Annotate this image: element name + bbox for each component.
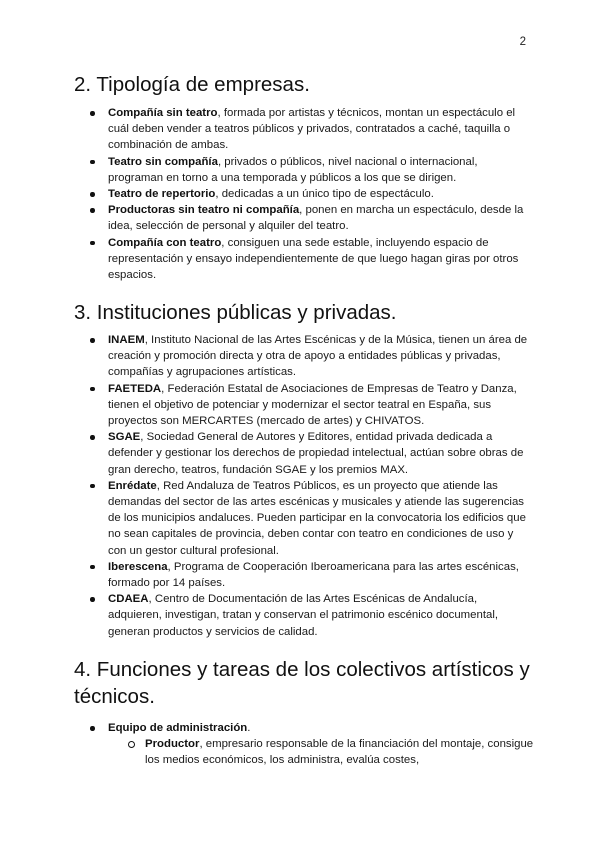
list-item — [74, 591, 534, 640]
item-text: , consiguen una sede estable, incluyendo espacio de representación y ensayo independientemente de que luego hagan giras por otros espacios. — [108, 236, 519, 282]
list-item — [74, 105, 534, 154]
sub-bullet-list — [74, 736, 534, 768]
item-text: , ponen en marcha un espectáculo, desde la idea, selección de personal y alquiler del teatro. — [108, 204, 524, 233]
list-item — [74, 429, 534, 478]
list-item — [74, 186, 534, 202]
section-tipologia — [74, 71, 534, 283]
list-item — [74, 381, 534, 430]
item-term: FAETEDA — [108, 382, 162, 395]
item-text: , Centro de Documentación de las Artes Escénicas de Andalucía, adquieren, investigan, tratan y conservan el patrimonio escénico documental, generan productos y servicios de calidad. — [108, 593, 499, 638]
item-term: Productoras sin teatro ni compañía — [108, 204, 300, 217]
item-text: , Federación Estatal de Asociaciones de Empresas de Teatro y Danza, tienen el objetivo de potenciar y modernizar el sector teatral en España, sus proyectos son MERCARTES (mercado de artes) y CHIVATOS. — [108, 382, 517, 428]
list-item — [74, 154, 534, 186]
bullet-list — [74, 720, 534, 736]
section-heading: 4. Funciones y tareas de los colectivos artísticos y técnicos. — [74, 658, 530, 708]
list-item — [74, 720, 534, 736]
section-heading: 3. Instituciones públicas y privadas. — [74, 301, 397, 324]
item-text: , Red Andaluza de Teatros Públicos, es un proyecto que atiende las demandas del sector de las artes escénicas y musicales y atiende las sugerencias de los municipios andaluces. Pueden participar en la convocatoria los edificios que no sean capitales de provincia, deben contar con teatro en condiciones de uso y con un gestor cultural profesional. — [108, 479, 526, 557]
item-term: Productor — [145, 738, 200, 751]
item-term: INAEM — [108, 334, 145, 346]
list-item — [74, 559, 534, 591]
item-text: . — [247, 722, 251, 734]
item-term: Iberescena — [108, 560, 168, 573]
item-term: SGAE — [108, 431, 141, 444]
item-text: , formada por artistas y técnicos, montan un espectáculo el cuál deben vender a teatros públicos y privados, contratados a caché, taquilla o combinación de ambas. — [108, 107, 516, 152]
item-term: Enrédate — [108, 479, 157, 492]
sub-list-item — [74, 736, 534, 768]
list-item — [74, 202, 534, 234]
item-term: CDAEA — [108, 593, 149, 606]
item-text: , Programa de Cooperación Iberoamericana para las artes escénicas, formado por 14 países. — [108, 560, 519, 590]
item-text: , privados o públicos, nivel nacional o internacional, programan en torno a una temporada y públicos a los que se dirigen. — [108, 155, 478, 184]
item-text: , Sociedad General de Autores y Editores, entidad privada dedicada a defender y gestionar los derechos de propiedad intelectual, actúan sobre obras de gran derecho, teatros, fundación SGAE y los premios MAX. — [108, 431, 524, 476]
list-item — [74, 478, 534, 559]
item-term: Compañía sin teatro — [108, 107, 218, 119]
list-item — [74, 332, 534, 381]
bullet-list — [74, 332, 534, 640]
section-funciones — [74, 656, 534, 769]
section-heading: 2. Tipología de empresas. — [74, 73, 310, 96]
bullet-list — [74, 105, 534, 283]
item-term: Teatro de repertorio — [108, 188, 216, 201]
item-term: Teatro sin compañía — [108, 155, 218, 168]
item-text: , Instituto Nacional de las Artes Escénicas y de la Música, tienen un área de creación y promoción directa y otra de apoyo a entidades públicas y privadas, compañías y agrupaciones artísticas. — [108, 334, 528, 379]
list-item — [74, 235, 534, 284]
item-term: Equipo de administración — [108, 722, 248, 734]
item-text: , empresario responsable de la financiación del montaje, consigue los medios económicos, los administra, evalúa costes, — [145, 738, 534, 767]
page-number: 2 — [519, 36, 526, 48]
item-text: , dedicadas a un único tipo de espectáculo. — [215, 188, 434, 201]
section-instituciones — [74, 299, 534, 640]
item-term: Compañía con teatro — [108, 236, 222, 249]
